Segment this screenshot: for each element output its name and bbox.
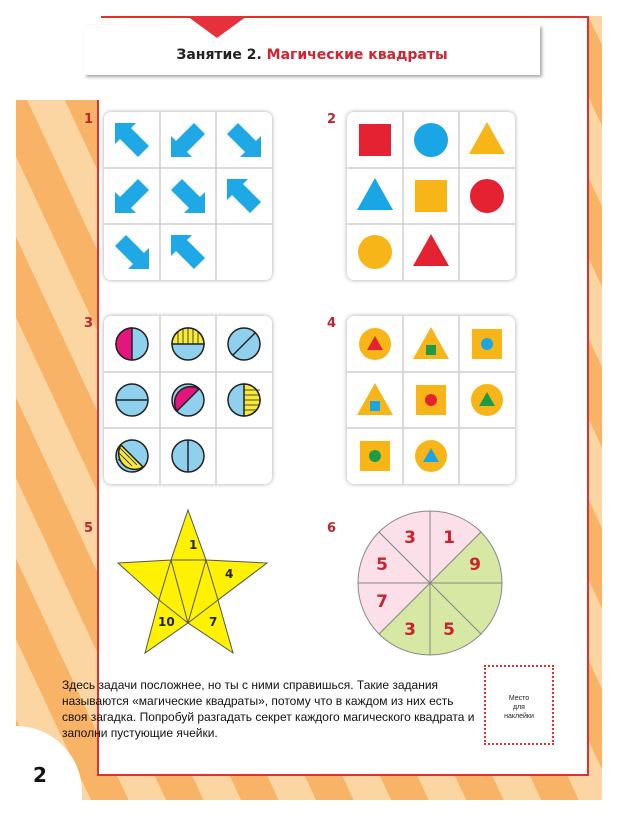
arrow-down-left-icon: [115, 179, 149, 213]
circle-half-yellow-icon: [172, 328, 204, 360]
circle-with-triangle-icon: [415, 440, 447, 472]
arrow-up-left-icon: [115, 123, 149, 157]
arrow-down-right-icon: [115, 235, 149, 269]
circle-horizontal-icon: [116, 384, 148, 416]
task-number: 5: [84, 521, 94, 536]
blue-triangle-icon: [357, 178, 393, 210]
red-circle-icon: [470, 179, 504, 213]
square-with-circle-icon: [472, 329, 502, 359]
page-title: [84, 47, 540, 63]
circle-number: 5: [443, 620, 455, 640]
task-number: 1: [84, 112, 94, 127]
lesson-label: Занятие 2.: [176, 47, 262, 63]
sticker-label: для: [513, 704, 525, 711]
header-box: [84, 25, 540, 75]
sticker-placeholder: [484, 665, 554, 745]
star-number: 7: [209, 615, 218, 629]
orange-triangle-icon: [469, 122, 505, 154]
red-triangle-icon: [413, 234, 449, 266]
magic-square-arrows: [104, 112, 272, 280]
task-number: 3: [84, 316, 94, 331]
circle-half-yellow-icon: [116, 440, 148, 472]
circle-half-yellow-icon: [228, 384, 260, 416]
circle-number: 7: [376, 592, 388, 612]
orange-circle-icon: [358, 235, 392, 269]
sticker-label: Место: [508, 695, 530, 702]
magic-square-shapes: [347, 112, 515, 280]
circle-number: 1: [443, 528, 455, 548]
circle-number: 9: [469, 555, 481, 575]
magic-square-nested-shapes: [347, 316, 515, 484]
star-number: 10: [158, 615, 175, 629]
bookmark-ribbon: [187, 16, 247, 38]
arrow-up-left-icon: [171, 235, 205, 269]
number-star: [113, 508, 273, 658]
magic-square-circles: [104, 316, 272, 484]
lesson-topic: Магические квадраты: [266, 47, 448, 63]
sticker-label: наклейки: [504, 713, 534, 720]
square-with-circle-icon: [416, 385, 446, 415]
circle-with-triangle-icon: [359, 328, 391, 360]
star-number: 4: [225, 567, 234, 581]
circle-with-triangle-icon: [471, 384, 503, 416]
orange-square-icon: [415, 180, 447, 212]
circle-number: 5: [376, 555, 388, 575]
task-number: 6: [327, 521, 337, 536]
page-number: 2: [33, 763, 47, 787]
circle-diagonal-icon: [228, 328, 260, 360]
arrow-up-left-icon: [227, 179, 261, 213]
number-circle: [355, 508, 505, 658]
arrow-down-right-icon: [171, 179, 205, 213]
arrow-down-left-icon: [171, 123, 205, 157]
circle-number: 3: [404, 528, 416, 548]
triangle-with-square-icon: [413, 327, 449, 359]
circle-number: 3: [404, 620, 416, 640]
circle-half-magenta-icon: [172, 384, 204, 416]
circle-vertical-icon: [172, 440, 204, 472]
arrow-down-right-icon: [227, 123, 261, 157]
square-with-circle-icon: [360, 441, 390, 471]
instructions-text: Здесь задачи посложнее, но ты с ними справишься. Такие задания называются «магические квадраты», потому что в каждом из них есть своя загадка. Попробуй разгадать секрет каждого магического квадрата и заполни пустующие ячейки.: [62, 678, 475, 740]
triangle-with-square-icon: [357, 383, 393, 415]
task-number: 4: [327, 316, 337, 331]
red-square-icon: [359, 124, 391, 156]
star-number: 1: [189, 538, 198, 552]
task-number: 2: [327, 112, 337, 127]
circle-half-magenta-icon: [116, 328, 148, 360]
blue-circle-icon: [414, 123, 448, 157]
